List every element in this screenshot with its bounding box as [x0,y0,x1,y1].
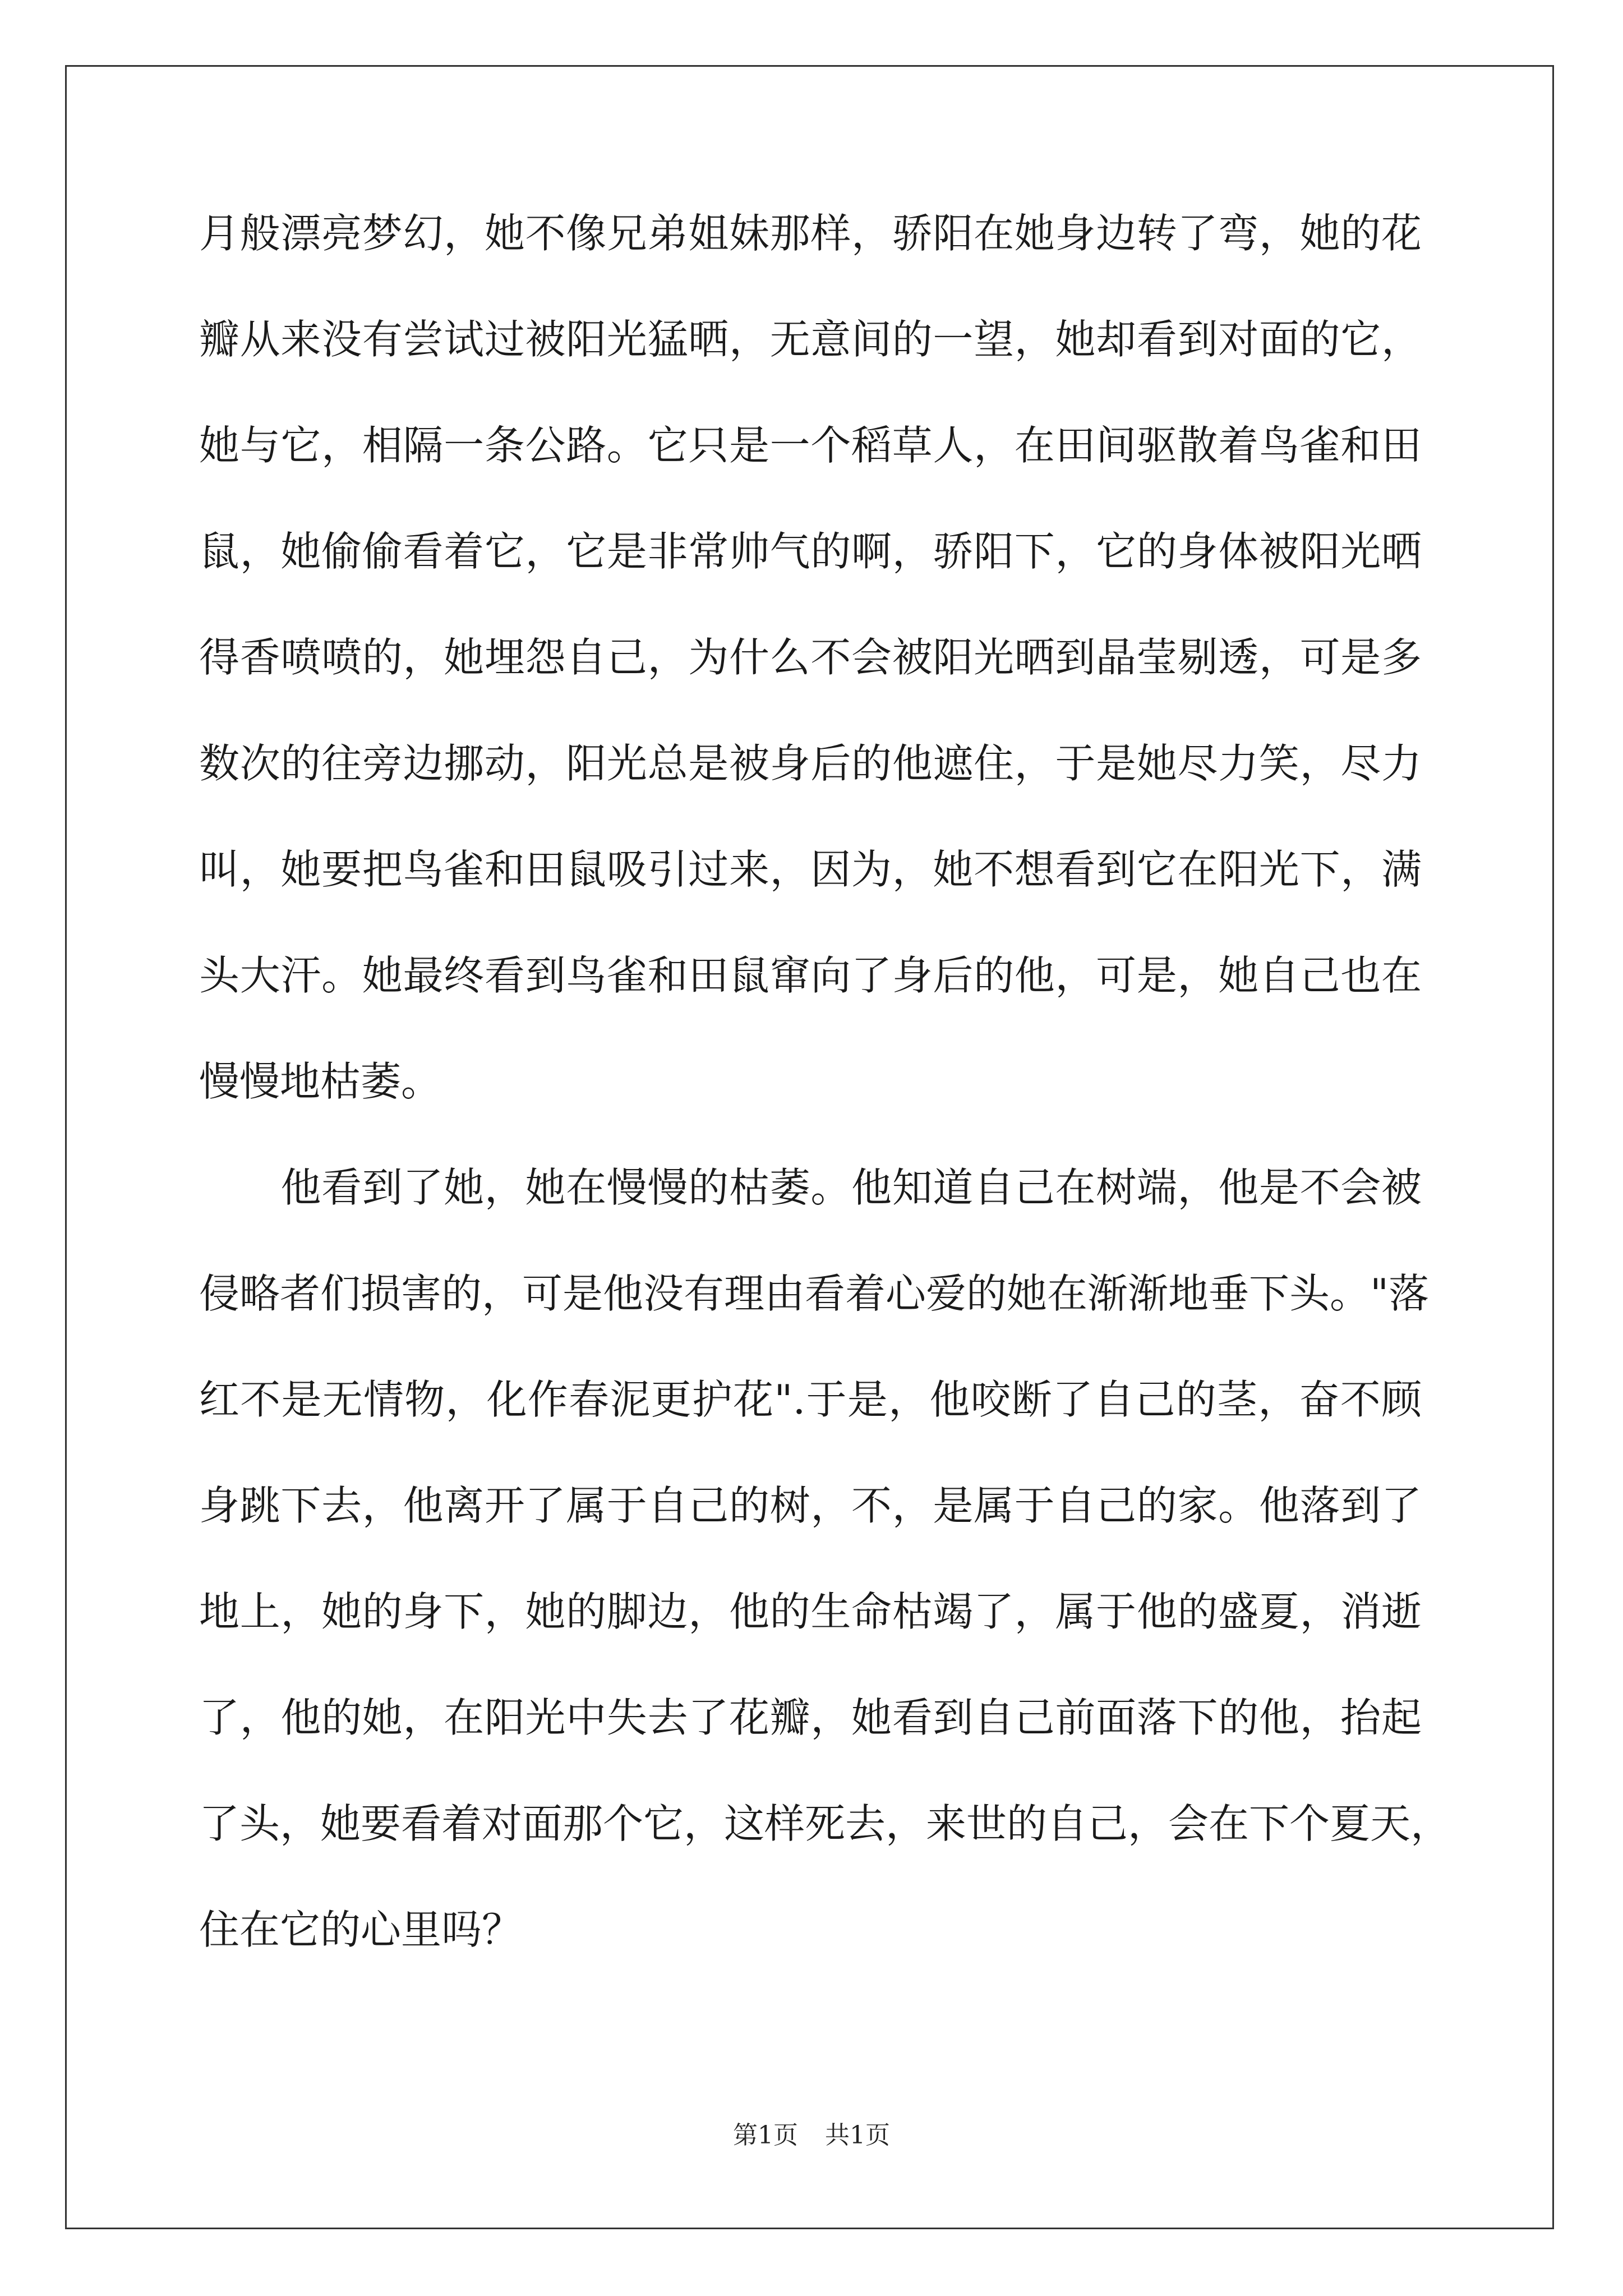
text-line: 他看到了她，她在慢慢的枯萎。他知道自己在树端，他是不会被 [199,1164,1422,1211]
paragraph-2 [199,1164,1451,2016]
page-number: 第1页 [733,2121,798,2150]
document-body [199,210,1451,2016]
text-line: 数次的往旁边挪动，阳光总是被身后的他遮住，于是她尽力笑，尽力 [199,740,1422,787]
text-line: 红不是无情物，化作春泥更护花".于是，他咬断了自己的茎，奋不顾 [199,1376,1422,1423]
page-total: 共1页 [825,2121,890,2150]
paragraph-1 [199,210,1422,1167]
text-line: 慢慢地枯萎。 [199,1058,442,1105]
text-line: 叫，她要把鸟雀和田鼠吸引过来，因为，她不想看到它在阳光下，满 [199,846,1422,893]
text-line: 了头，她要看着对面那个它，这样死去，来世的自己，会在下个夏天， [199,1800,1451,1847]
text-line: 得香喷喷的，她埋怨自己，为什么不会被阳光晒到晶莹剔透，可是多 [199,634,1422,681]
page-footer [0,2123,1623,2148]
text-line: 月般漂亮梦幻，她不像兄弟姐妹那样，骄阳在她身边转了弯，她的花 [199,210,1422,257]
text-line: 侵略者们损害的，可是他没有理由看着心爱的她在渐渐地垂下头。"落 [199,1270,1430,1317]
text-line: 头大汗。她最终看到鸟雀和田鼠窜向了身后的他，可是，她自己也在 [199,952,1422,999]
text-line: 地上，她的身下，她的脚边，他的生命枯竭了，属于他的盛夏，消逝 [199,1588,1422,1635]
text-line: 身跳下去，他离开了属于自己的树，不，是属于自己的家。他落到了 [199,1482,1422,1529]
text-line: 鼠，她偷偷看着它，它是非常帅气的啊，骄阳下，它的身体被阳光晒 [199,528,1422,575]
text-line: 住在它的心里吗？ [199,1906,523,1953]
text-line: 她与它，相隔一条公路。它只是一个稻草人，在田间驱散着鸟雀和田 [199,422,1422,469]
text-line: 了，他的她，在阳光中失去了花瓣，她看到自己前面落下的他，抬起 [199,1694,1422,1741]
text-line: 瓣从来没有尝试过被阳光猛晒，无意间的一望，她却看到对面的它， [199,316,1422,363]
